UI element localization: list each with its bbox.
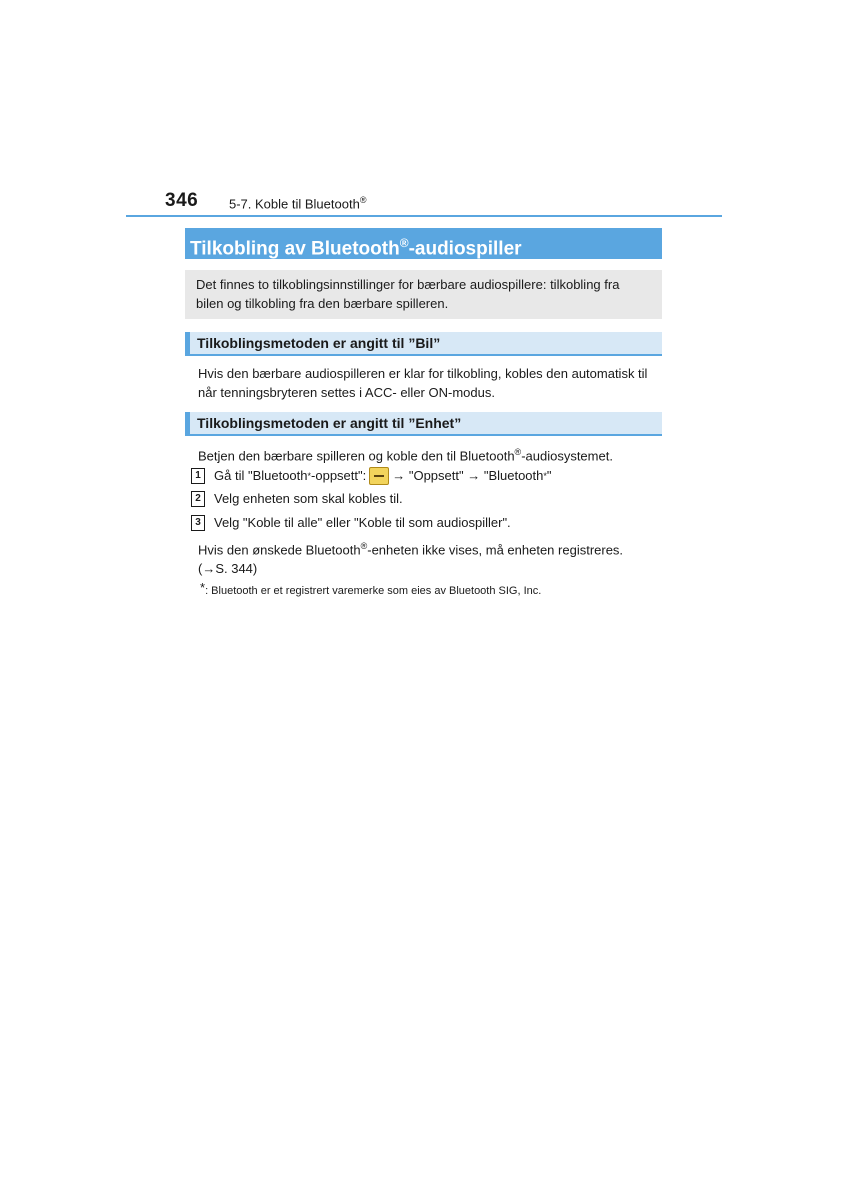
step-text-b: -oppsett": <box>311 468 367 483</box>
device-intro-suffix: -audiosystemet. <box>521 448 613 464</box>
note-line-1 <box>198 537 664 559</box>
asterisk: * <box>543 471 547 481</box>
step-text: Velg "Koble til alle" eller "Koble til som audiospiller". <box>214 515 511 530</box>
step-1 <box>191 467 552 485</box>
page-title <box>185 228 662 259</box>
registered-mark: ® <box>359 195 367 205</box>
header-rule <box>126 215 722 217</box>
note-registered-mark: ® <box>360 541 368 551</box>
menu-icon <box>369 467 389 485</box>
footnote-text: : Bluetooth er et registrert varemerke som eies av Bluetooth SIG, Inc. <box>205 585 542 597</box>
page-reference: (→S. 344) <box>198 561 258 577</box>
footnote <box>200 580 541 599</box>
step-number: 3 <box>191 515 205 531</box>
section-label <box>229 195 366 211</box>
step-3 <box>191 514 511 532</box>
car-line-2: når tenningsbryteren settes i ACC- eller ON-modus. <box>198 385 495 400</box>
step-text-d: " <box>546 468 552 483</box>
title-suffix: -audiospiller <box>408 238 522 260</box>
car-line-1: Hvis den bærbare audiospilleren er klar for tilkobling, kobles den automatisk til <box>198 366 648 381</box>
title-text: Tilkobling av Bluetooth <box>190 238 400 260</box>
car-paragraph <box>198 364 664 402</box>
device-intro-text: Betjen den bærbare spilleren og koble den til Bluetooth <box>198 448 515 464</box>
step-text-c: → "Oppsett" → "Bluetooth <box>392 468 544 483</box>
step-text-a: Gå til "Bluetooth <box>214 468 308 483</box>
footnote-asterisk: * <box>200 580 206 595</box>
note-text: Hvis den ønskede Bluetooth <box>198 542 361 558</box>
intro-box <box>185 270 662 319</box>
subheading-car: Tilkoblingsmetoden er angitt til ”Bil” <box>185 332 662 356</box>
note-text-suffix: -enheten ikke vises, må enheten registreres. <box>367 542 624 558</box>
subheading-device: Tilkoblingsmetoden er angitt til ”Enhet” <box>185 412 662 436</box>
intro-line-2: bilen og tilkobling fra den bærbare spilleren. <box>196 296 449 311</box>
step-number: 1 <box>191 468 205 484</box>
page-number: 346 <box>165 190 199 211</box>
device-intro <box>198 443 664 465</box>
intro-line-1: Det finnes to tilkoblingsinnstillinger for bærbare audiospillere: tilkobling fra <box>196 277 620 292</box>
device-registered-mark: ® <box>514 447 522 457</box>
step-text: Velg enheten som skal kobles til. <box>214 491 403 506</box>
title-registered-mark: ® <box>399 236 409 250</box>
step-2 <box>191 490 403 508</box>
step-number: 2 <box>191 491 205 507</box>
asterisk: * <box>307 471 312 481</box>
device-note <box>198 537 664 578</box>
section-label-text: 5-7. Koble til Bluetooth <box>229 196 360 212</box>
